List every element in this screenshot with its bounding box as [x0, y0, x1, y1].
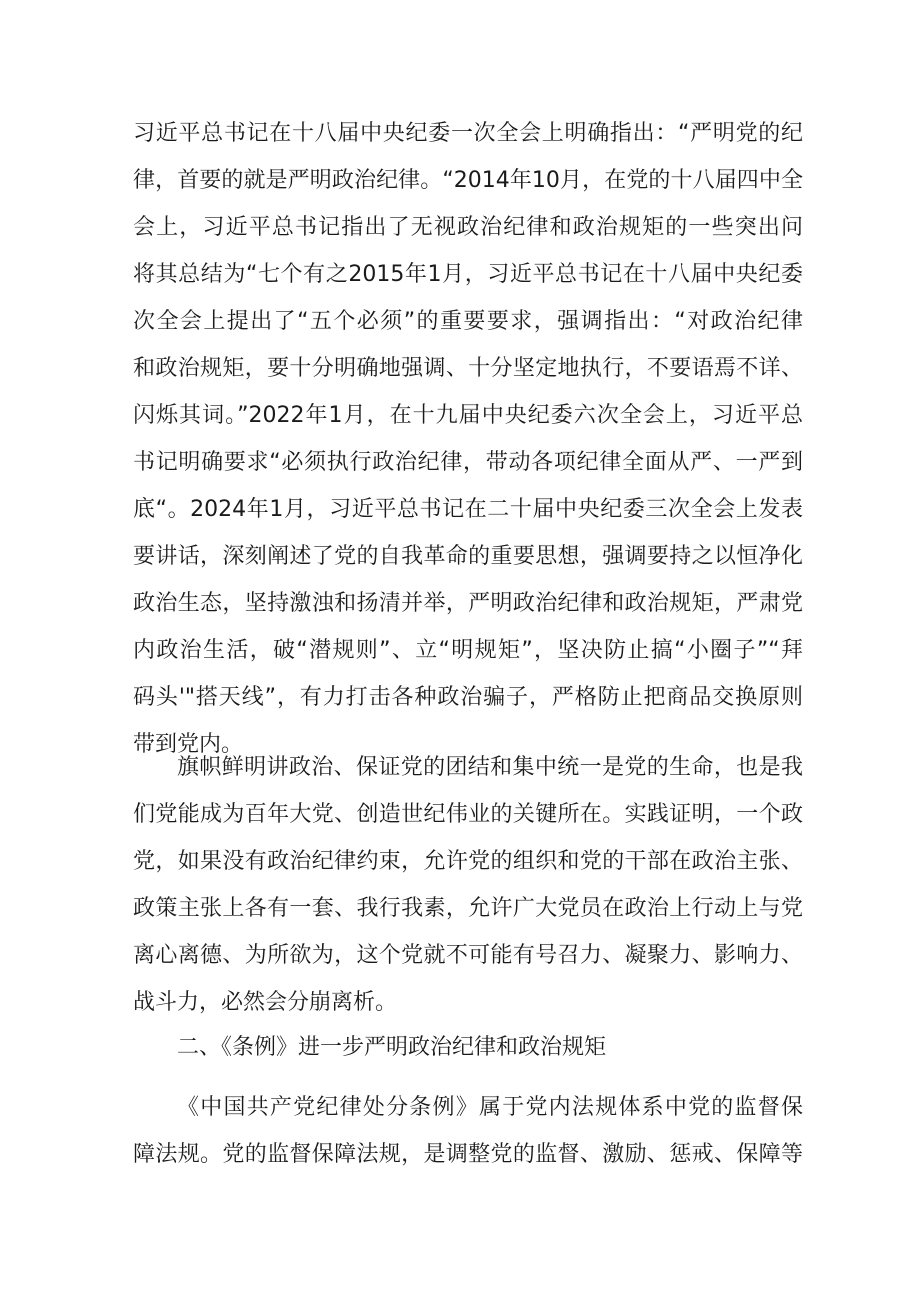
paragraph-2 — [133, 744, 803, 1026]
text-line: 战斗力，必然会分崩离析。 — [133, 990, 398, 1015]
text-line: 次全会上提出了“五个必须”的重要要求，强调指出：“对政治纪律 — [133, 309, 803, 334]
text-line: 和政治规矩，要十分明确地强调、十分坚定地执行，不要语焉不详、 — [133, 356, 803, 381]
text-line: 习近平总书记在十八届中央纪委一次全会上明确指出：“严明党的纪 — [133, 121, 803, 146]
section-heading-text: 二、《条例》进一步严明政治纪律和政治规矩 — [177, 1035, 607, 1060]
text-line: 要讲话，深刻阐述了党的自我革命的重要思想，强调要持之以恒净化 — [133, 544, 803, 569]
section-heading — [133, 1024, 803, 1071]
text-line: 底“。2024年1月，习近平总书记在二十届中央纪委三次全会上发表 — [133, 497, 803, 522]
text-line: 会上，习近平总书记指出了无视政治纪律和政治规矩的一些突出问 — [133, 215, 803, 240]
text-line: 党，如果没有政治纪律约束，允许党的组织和党的干部在政治主张、 — [133, 849, 803, 874]
text-line: 律，首要的就是严明政治纪律。“2014年10月，在党的十八届四中全 — [133, 168, 803, 193]
text-line: 带到党内。 — [133, 732, 244, 757]
text-line: 们党能成为百年大党、创造世纪伟业的关键所在。实践证明，一个政 — [133, 802, 803, 827]
text-line: 将其总结为“七个有之2015年1月，习近平总书记在十八届中央纪委 — [133, 262, 803, 287]
text-line: 离心离德、为所欲为，这个党就不可能有号召力、凝聚力、影响力、 — [133, 943, 803, 968]
text-line: 内政治生活，破“潜规则”、立“明规矩”，坚决防止搞“小圈子”“拜 — [133, 638, 803, 663]
text-line: 闪烁其词。”2022年1月，在十九届中央纪委六次全会上，习近平总 — [133, 403, 803, 428]
text-line: 书记明确要求“必须执行政治纪律，带动各项纪律全面从严、一严到 — [133, 450, 803, 475]
text-line: 码头'"搭天线”，有力打击各种政治骗子，严格防止把商品交换原则 — [133, 685, 803, 710]
text-line: 障法规。党的监督保障法规，是调整党的监督、激励、惩戒、保障等 — [133, 1142, 803, 1167]
text-line: 旗帜鲜明讲政治、保证党的团结和集中统一是党的生命，也是我 — [177, 755, 803, 780]
text-line: 政治生态，坚持激浊和扬清并举，严明政治纪律和政治规矩，严肃党 — [133, 591, 803, 616]
text-line: 《中国共产党纪律处分条例》属于党内法规体系中党的监督保 — [177, 1095, 803, 1120]
paragraph-1 — [133, 110, 803, 768]
text-line: 政策主张上各有一套、我行我素，允许广大党员在政治上行动上与党 — [133, 896, 803, 921]
paragraph-3 — [133, 1084, 803, 1178]
